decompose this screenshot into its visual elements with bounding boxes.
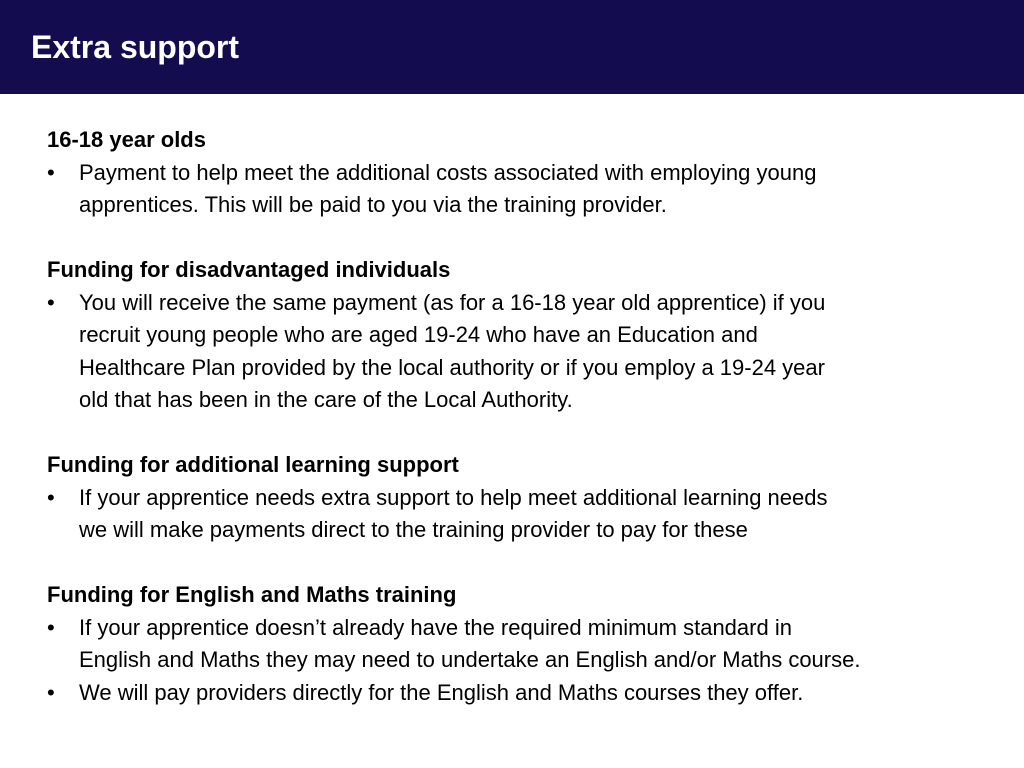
bullet-text-line: If your apprentice needs extra support to help meet additional learning needs — [79, 484, 828, 510]
title-bar — [0, 0, 1024, 94]
bullet-text-line: We will pay providers directly for the English and Maths courses they offer. — [79, 679, 804, 705]
section-heading: Funding for disadvantaged individuals — [47, 257, 451, 282]
bullet-text-line: Healthcare Plan provided by the local authority or if you employ a 19-24 year — [79, 354, 825, 380]
bullet-text-line: we will make payments direct to the training provider to pay for these — [79, 517, 748, 542]
bullet-item — [47, 677, 987, 710]
bullet-text-line: old that has been in the care of the Local Authority. — [79, 387, 573, 412]
bullet-icon: • — [47, 289, 55, 315]
bullet-item — [47, 612, 987, 677]
bullet-text-line: You will receive the same payment (as for a 16-18 year old apprentice) if you — [79, 289, 826, 315]
bullet-item — [47, 157, 987, 222]
section-heading: 16-18 year olds — [47, 127, 206, 152]
section-heading: Funding for additional learning support — [47, 452, 459, 477]
bullet-item — [47, 287, 987, 417]
bullet-icon: • — [47, 614, 55, 640]
bullet-text-line: apprentices. This will be paid to you via the training provider. — [79, 192, 667, 217]
bullet-text-line: Payment to help meet the additional costs associated with employing young — [79, 159, 817, 185]
section-heading: Funding for English and Maths training — [47, 582, 457, 607]
bullet-icon: • — [47, 159, 55, 185]
section-additional-learning-support — [47, 449, 987, 547]
section-english-maths-training — [47, 579, 987, 709]
bullet-text-line: If your apprentice doesn’t already have the required minimum standard in — [79, 614, 792, 640]
slide-body — [47, 124, 987, 709]
bullet-text-line: English and Maths they may need to undertake an English and/or Maths course. — [79, 647, 861, 672]
bullet-icon: • — [47, 484, 55, 510]
section-16-18-year-olds — [47, 124, 987, 222]
bullet-text-line: recruit young people who are aged 19-24 who have an Education and — [79, 322, 758, 347]
bullet-item — [47, 482, 987, 547]
bullet-icon: • — [47, 679, 55, 705]
section-disadvantaged-individuals — [47, 254, 987, 417]
slide-title: Extra support — [31, 29, 240, 65]
